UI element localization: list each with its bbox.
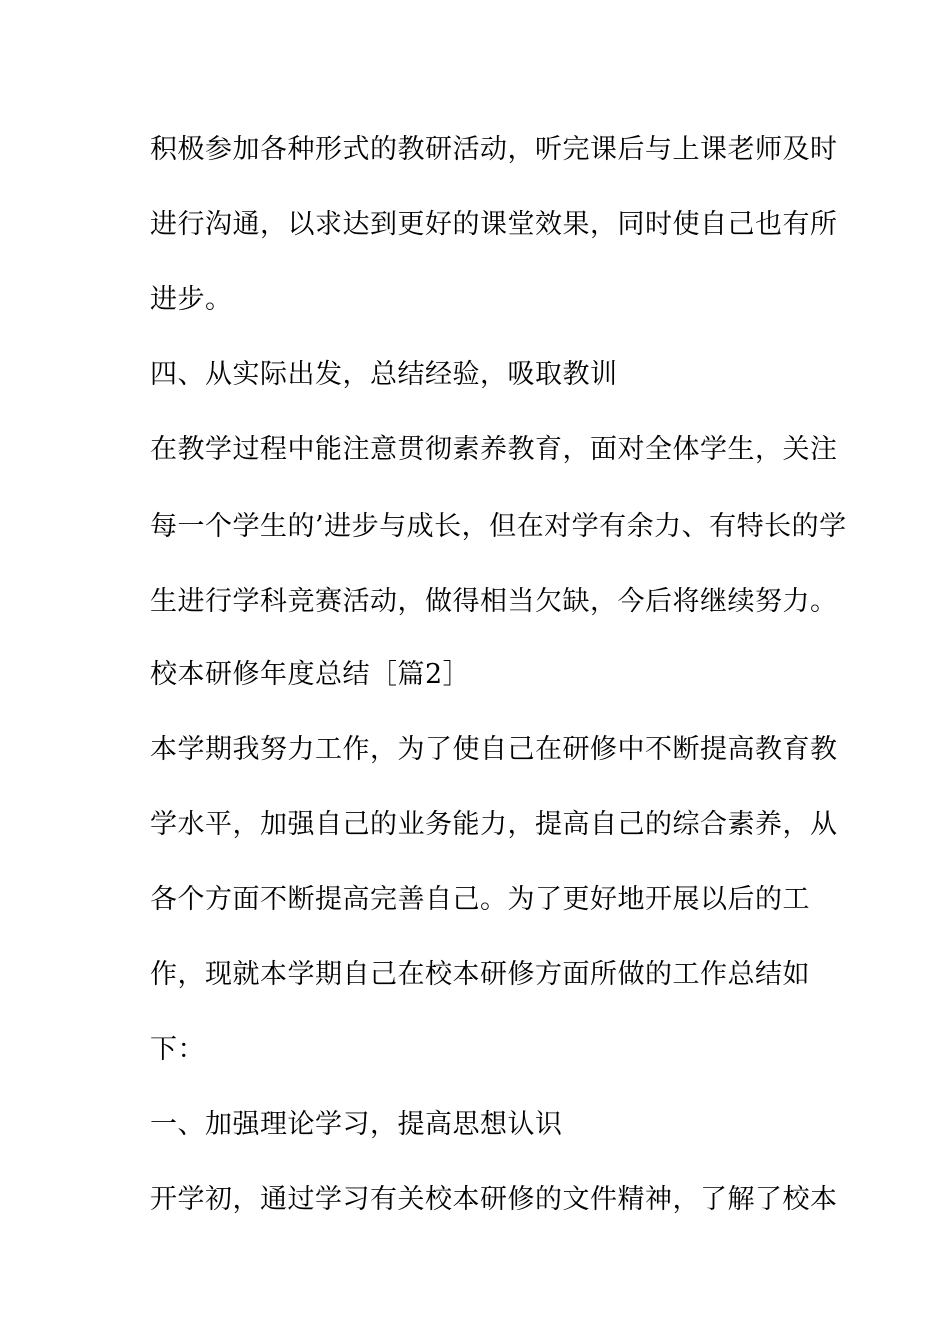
paragraph-line: 学水平，加强自己的业务能力，提高自己的综合素养，从 — [150, 809, 838, 840]
section-heading: 四、从实际出发，总结经验，吸取教训 — [150, 359, 618, 390]
paragraph-line: 生进行学科竞赛活动，做得相当欠缺，今后将继续努力。 — [150, 586, 838, 617]
paragraph-line: 在教学过程中能注意贯彻素养教育，面对全体学生，关注 — [150, 434, 838, 465]
paragraph-line: 进步。 — [150, 284, 233, 315]
article-title: 校本研修年度总结［篇2］ — [150, 659, 471, 690]
paragraph-line: 积极参加各种形式的教研活动，听完课后与上课老师及时 — [150, 134, 838, 165]
paragraph-line: 本学期我努力工作，为了使自己在研修中不断提高教育教 — [150, 734, 838, 765]
paragraph-line: 作，现就本学期自己在校本研修方面所做的工作总结如 — [150, 959, 810, 990]
paragraph-line: 各个方面不断提高完善自己。为了更好地开展以后的工 — [150, 884, 810, 915]
section-heading: 一、加强理论学习，提高思想认识 — [150, 1109, 563, 1140]
paragraph-line: 开学初，通过学习有关校本研修的文件精神，了解了校本 — [150, 1184, 838, 1215]
paragraph-line: 进行沟通，以求达到更好的课堂效果，同时使自己也有所 — [150, 209, 838, 240]
paragraph-line: 每一个学生的’进步与成长，但在对学有余力、有特长的学 — [150, 511, 847, 542]
paragraph-line: 下： — [150, 1034, 205, 1065]
